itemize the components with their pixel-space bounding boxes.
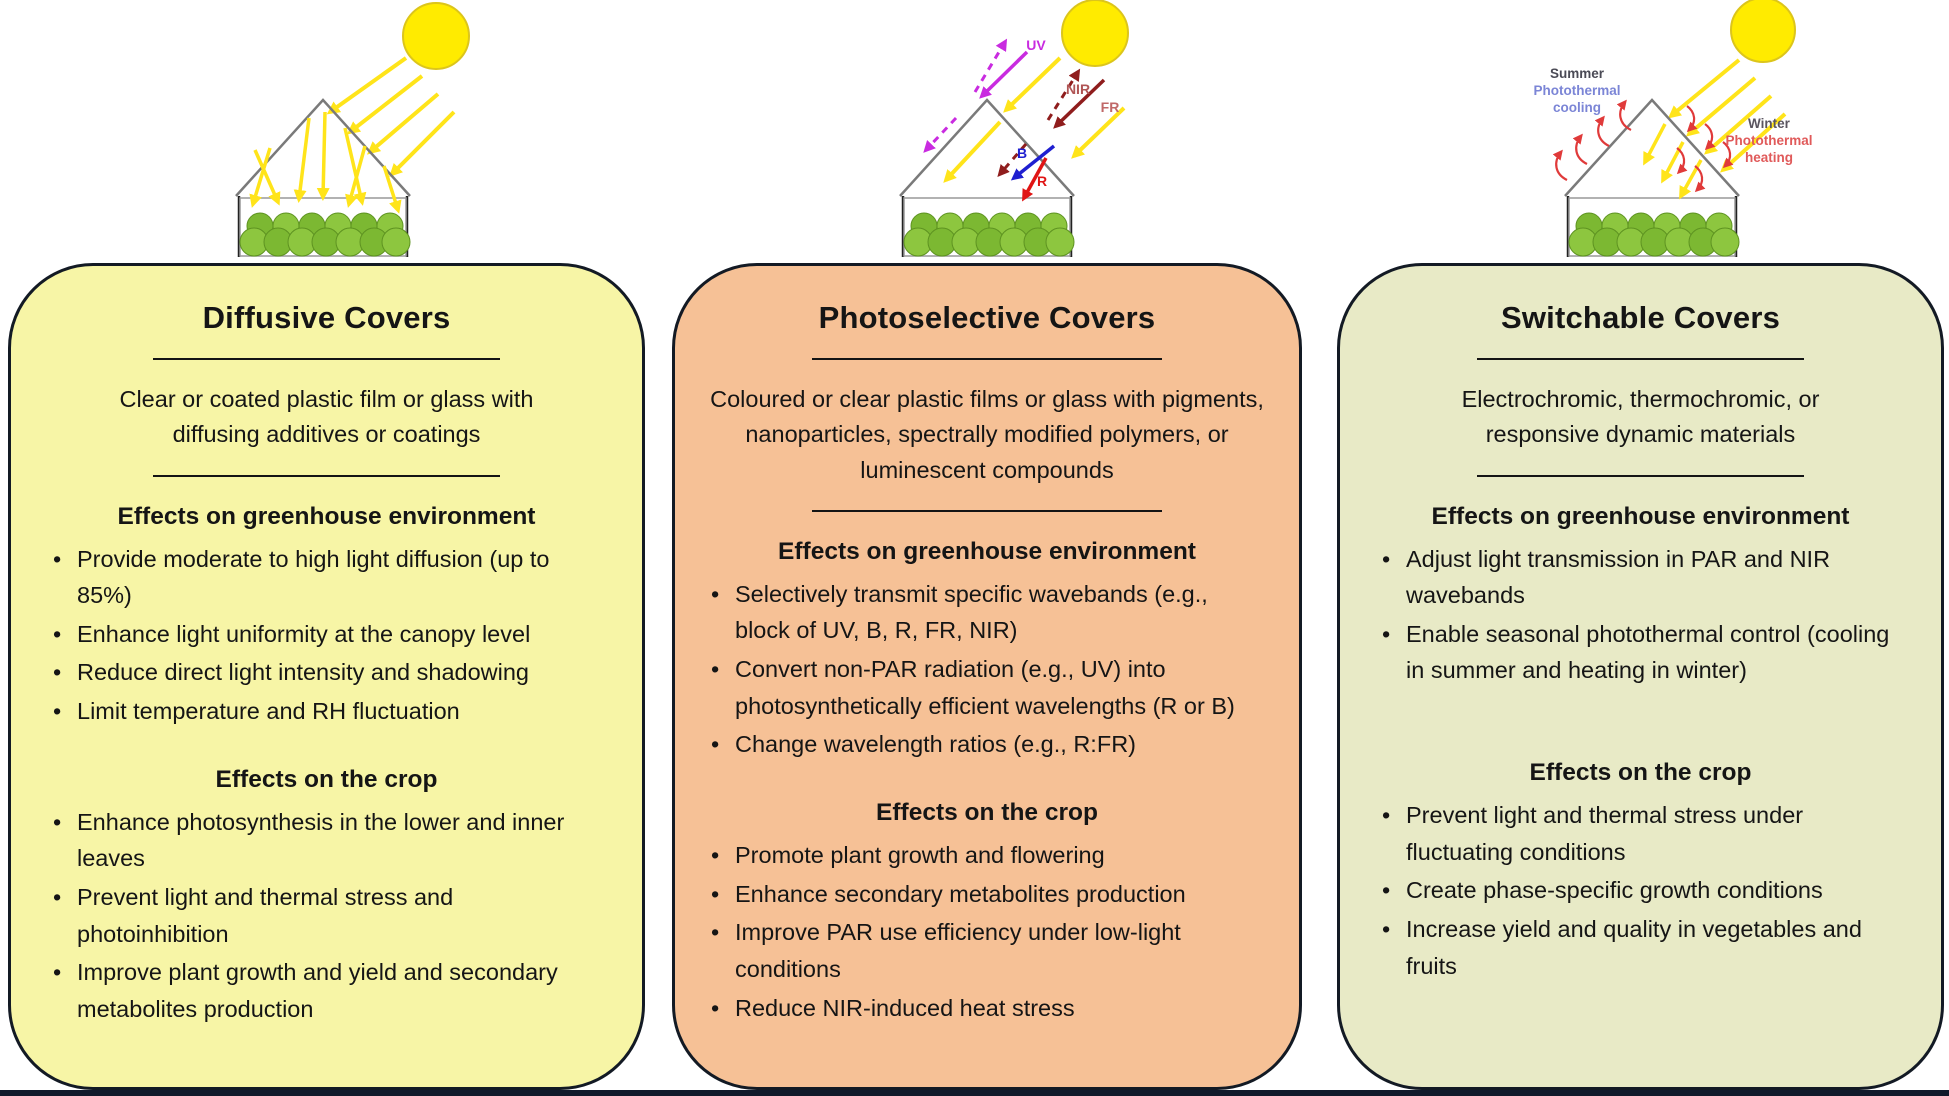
panel-photoselective [672,263,1302,1090]
fr-ray-arrow [1074,108,1124,156]
panel-switchable [1337,263,1944,1090]
divider [153,475,500,477]
section-heading-environment: Effects on greenhouse environment [117,502,536,530]
greenhouse-icon [1565,100,1739,257]
bullet-item: • Promote plant growth and flowering [705,837,1269,874]
winter-label: Winter [1748,116,1790,131]
env-bullet-list [1376,541,1905,690]
bullet-item: • Reduce NIR-induced heat stress [705,990,1269,1027]
bullet-item: • Selectively transmit specific wavebands (e.g., block of UV, B, R, FR, NIR) [705,576,1269,649]
panel-description: Electrochromic, thermochromic, or responsive dynamic materials [1461,386,1820,448]
bullet-item: • Prevent light and thermal stress under fluctuating conditions [1376,797,1905,870]
sun-icon [1062,0,1128,66]
cooling-heat-arrow [1556,152,1567,180]
crop-bullet-list [1376,797,1905,984]
r-label: R [1036,173,1048,189]
bullet-item: • Convert non-PAR radiation (e.g., UV) into photosynthetically efficient wavelengths (R or B) [705,651,1269,724]
diffusive-greenhouse-illustration [8,0,653,263]
greenhouse-icon [900,100,1074,257]
panel-title: Switchable Covers [1500,300,1781,335]
uv-transmitted-arrow [926,118,956,150]
bullet-item: • Enhance light uniformity at the canopy level [47,616,606,653]
sun-icon [403,3,469,69]
bullet-item: • Improve PAR use efficiency under low-light conditions [705,914,1269,987]
switchable-greenhouse-illustration [1337,0,1944,263]
env-bullet-list [705,576,1269,763]
b-label: B [1016,145,1028,161]
panel-description: Clear or coated plastic film or glass with diffusing additives or coatings [119,386,534,448]
section-heading-crop: Effects on the crop [215,765,438,793]
bullet-item: • Enable seasonal photothermal control (cooling in summer and heating in winter) [1376,616,1905,689]
divider [1477,475,1805,477]
bullet-item: • Improve plant growth and yield and secondary metabolites production [47,954,606,1027]
env-bullet-list [47,541,606,730]
winter-photothermal-label: Photothermal [1725,133,1813,148]
sun-icon [1731,0,1795,62]
nir-label: NIR [1065,81,1091,97]
bullet-item: • Enhance secondary metabolites production [705,876,1269,913]
section-heading-crop: Effects on the crop [1529,759,1752,787]
figure-bottom-border [0,1090,1949,1096]
fr-label: FR [1100,99,1120,115]
bullet-item: • Reduce direct light intensity and shadowing [47,654,606,691]
photoselective-greenhouse-illustration [672,0,1312,263]
divider [812,358,1162,360]
bullet-item: • Adjust light transmission in PAR and NIR wavebands [1376,541,1905,614]
panel-diffusive [8,263,645,1090]
bullet-item: • Create phase-specific growth conditions [1376,872,1905,909]
summer-label: Summer [1549,66,1605,81]
panel-title: Photoselective Covers [818,300,1156,335]
bullet-item: • Provide moderate to high light diffusion (up to 85%) [47,541,606,614]
diffused-ray-arrows [253,112,398,210]
bullet-item: • Prevent light and thermal stress and photoinhibition [47,879,606,952]
crop-bullet-list [47,804,606,1028]
transmitted-ray-arrows [1645,124,1701,196]
divider [153,358,500,360]
sun-ray-arrows [330,58,454,174]
section-heading-environment: Effects on greenhouse environment [778,537,1196,565]
panel-title: Diffusive Covers [202,300,451,335]
winter-heating-label: heating [1744,150,1794,165]
yellow-ray-arrow [946,122,1000,180]
section-heading-crop: Effects on the crop [876,799,1098,827]
crop-bullet-list [705,837,1269,1026]
bullet-item: • Increase yield and quality in vegetables and fruits [1376,911,1905,984]
panel-description: Coloured or clear plastic films or glass with pigments, nanoparticles, spectrally modified polymers, or luminescent compounds [710,386,1264,483]
uv-label: UV [1026,37,1046,53]
section-heading-environment: Effects on greenhouse environment [1431,502,1850,530]
divider [812,510,1162,512]
uv-reflected-arrow [975,42,1005,92]
cooling-heat-arrow [1598,118,1609,146]
bullet-item: • Change wavelength ratios (e.g., R:FR) [705,726,1269,763]
cooling-heat-arrow [1576,136,1587,164]
bullet-item: • Enhance photosynthesis in the lower and inner leaves [47,804,606,877]
heating-heat-arrow [1687,106,1694,130]
bullet-item: • Limit temperature and RH fluctuation [47,693,606,730]
heating-heat-arrow [1705,124,1712,148]
divider [1477,358,1805,360]
uv-arrow [982,52,1027,96]
summer-cooling-label: cooling [1553,100,1601,115]
summer-photothermal-label: Photothermal [1533,83,1621,98]
